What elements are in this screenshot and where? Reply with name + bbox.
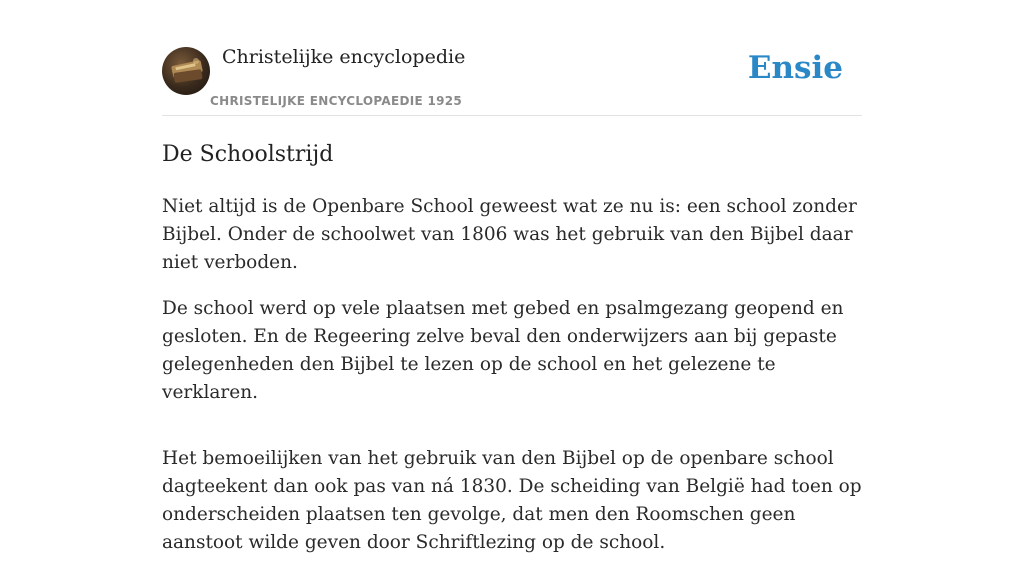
article-title: De Schoolstrijd — [162, 142, 334, 167]
book-icon — [162, 47, 210, 95]
site-subtitle[interactable]: CHRISTELIJKE ENCYCLOPAEDIE 1925 — [210, 94, 463, 108]
article-paragraph: Niet altijd is de Openbare School geweest wat ze nu is: een school zonder Bijbel. Onder de schoolwet van 1806 was het gebruik van den Bijbel daar niet verboden. — [162, 196, 857, 273]
avatar[interactable] — [162, 47, 210, 95]
article-paragraph: Het bemoeilijken van het gebruik van den Bijbel op de openbare school dagteekent dan ook pas van ná 1830. De scheiding van België had toen op onderscheiden plaatsen ten gevolge, dat men den Roomschen geen aanstoot wilde geven door Schriftlezing op de school. — [162, 448, 862, 553]
site-title[interactable]: Christelijke encyclopedie — [222, 46, 466, 68]
brand-logo[interactable]: Ensie — [747, 50, 843, 86]
header — [162, 44, 862, 116]
article — [162, 138, 862, 575]
article-paragraph: De school werd op vele plaatsen met gebed en psalmgezang geopend en gesloten. En de Regeering zelve beval den onderwijzers aan bij gepaste gelegenheden den Bijbel te lezen op de school en het gelezene te verklaren. — [162, 298, 844, 403]
